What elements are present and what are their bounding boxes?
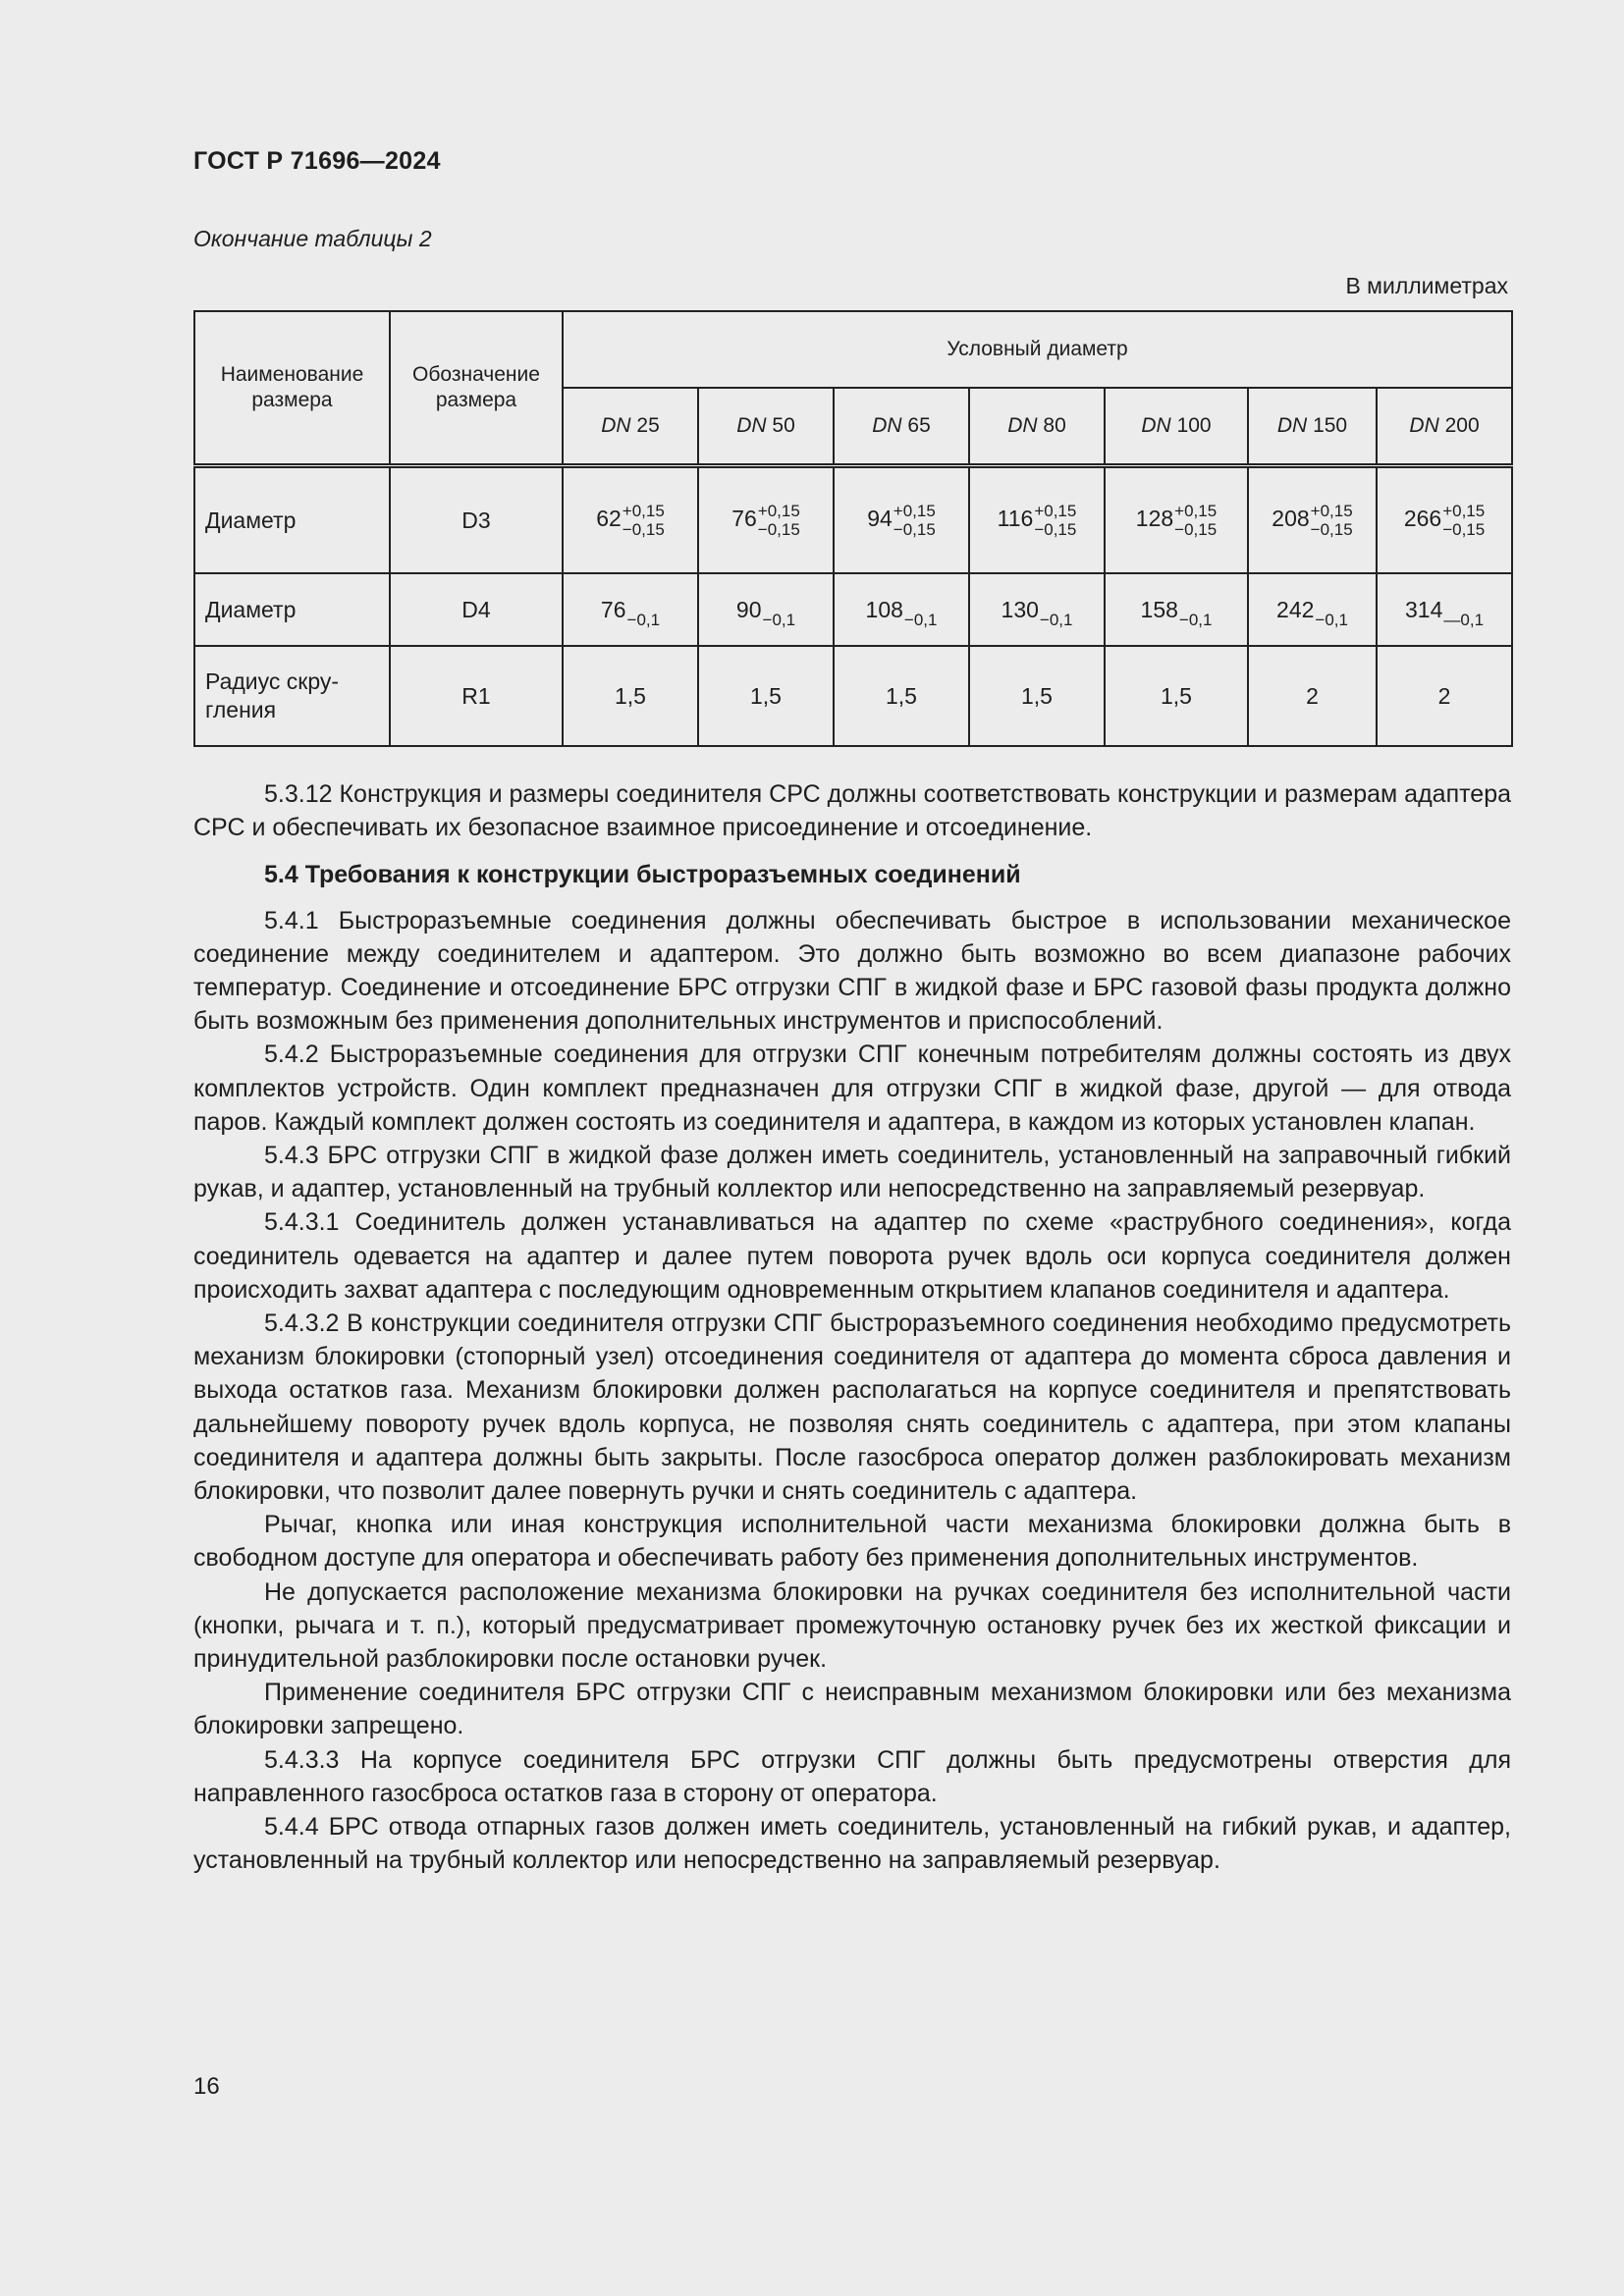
upper-tolerance: +0,15: [1174, 502, 1218, 520]
lower-tolerance: −0,1: [762, 610, 796, 629]
value-cell: 1,5: [1105, 646, 1248, 746]
header-dn-25: [563, 388, 698, 466]
row-name: Диаметр: [194, 573, 390, 646]
dn-prefix: DN: [1409, 413, 1439, 437]
value-cell: [1105, 573, 1248, 646]
nominal-value: 208: [1272, 506, 1310, 532]
value-cell: [969, 573, 1105, 646]
lower-tolerance: —0,1: [1443, 610, 1485, 629]
dn-value: 25: [636, 413, 660, 437]
upper-tolerance: +0,15: [1310, 502, 1353, 520]
nominal-value: 62: [596, 506, 622, 532]
nominal-value: 76: [731, 506, 757, 532]
nominal-value: 76: [600, 596, 626, 622]
tolerance: [1311, 502, 1353, 539]
value-cell: [834, 573, 969, 646]
dn-value: 65: [907, 413, 931, 437]
lower-tolerance: −0,15: [757, 520, 800, 539]
lower-tolerance: −0,15: [1442, 520, 1486, 539]
paragraph-5-4-3-1: 5.4.3.1 Соединитель должен устанавливаться на адаптер по схеме «раструбного соединения», когда соединитель одевается на адаптер и далее путем поворота ручек вдоль оси корпуса соединителя должен происходить захват адаптера с последующим одновременным открытием клапанов соединителя и адаптера.: [193, 1208, 1511, 1304]
dn-value: 100: [1176, 413, 1212, 437]
paragraph-5-4-2: 5.4.2 Быстроразъемные соединения для отгрузки СПГ конечным потребителям должны состоять из двух комплектов устройств. Один комплект предназначен для отгрузки СПГ в жидкой фазе, другой — для отвода паров. Каждый комплект должен состоять из соединителя и адаптера, в каждом из которых установлен клапан.: [193, 1041, 1511, 1136]
table-row: [194, 646, 1512, 746]
value-cell: [698, 573, 834, 646]
upper-tolerance: +0,15: [1034, 502, 1077, 520]
lower-tolerance: −0,1: [1178, 610, 1213, 629]
value-cell: [1377, 466, 1512, 574]
dn-prefix: DN: [1276, 413, 1308, 437]
dn-value: 200: [1444, 413, 1480, 437]
dn-value: 150: [1313, 413, 1348, 437]
upper-tolerance: +0,15: [622, 502, 665, 520]
lower-tolerance: −0,15: [622, 520, 665, 539]
paragraph-5-4-3: 5.4.3 БРС отгрузки СПГ в жидкой фазе должен иметь соединитель, установленный на заправочный гибкий рукав, и адаптер, установленный на трубный коллектор или непосредственно на заправляемый резервуар.: [193, 1142, 1511, 1203]
paragraph-prohibited: Применение соединителя БРС отгрузки СПГ с неисправным механизмом блокировки или без механизма блокировки запрещено.: [193, 1679, 1511, 1740]
value-cell: 1,5: [698, 646, 834, 746]
value-cell: [1248, 466, 1377, 574]
upper-tolerance: +0,15: [893, 502, 936, 520]
dn-value: 80: [1043, 413, 1066, 437]
value-cell: 1,5: [834, 646, 969, 746]
nominal-value: 158: [1140, 596, 1178, 622]
value-cell: 1,5: [969, 646, 1105, 746]
header-dn-100: [1105, 388, 1248, 466]
lower-tolerance: −0,1: [1039, 610, 1073, 629]
row-name: Диаметр: [194, 466, 390, 574]
tolerance: [758, 502, 800, 539]
header-dn-50: [698, 388, 834, 466]
lower-tolerance: −0,15: [1034, 520, 1077, 539]
lower-tolerance: −0,15: [893, 520, 936, 539]
nominal-value: 90: [735, 596, 762, 622]
paragraph-5-4-3-3: 5.4.3.3 На корпусе соединителя БРС отгрузки СПГ должны быть предусмотрены отверстия для направленного газосброса остатков газа в сторону от оператора.: [193, 1745, 1511, 1807]
header-designation: Обозначение размера: [390, 311, 563, 466]
dn-prefix: DN: [1141, 413, 1171, 437]
row-designation: D4: [390, 573, 563, 646]
tolerance: [893, 502, 936, 539]
lower-tolerance: −0,15: [1174, 520, 1218, 539]
table-caption: Окончание таблицы 2: [193, 226, 432, 251]
upper-tolerance: +0,15: [1442, 502, 1486, 520]
units-note: В миллиметрах: [1345, 273, 1508, 298]
row-designation: D3: [390, 466, 563, 574]
row-name: Радиус скру-гления: [194, 646, 390, 746]
page-number: 16: [193, 2073, 220, 2100]
header-dn-200: [1377, 388, 1512, 466]
upper-tolerance: +0,15: [757, 502, 800, 520]
dn-prefix: DN: [1007, 413, 1038, 437]
lower-tolerance: −0,15: [1310, 520, 1353, 539]
nominal-value: 116: [997, 506, 1034, 532]
tolerance: [623, 502, 665, 539]
body-text: [193, 777, 1511, 1878]
value-cell: [1105, 466, 1248, 574]
nominal-value: 242: [1276, 596, 1315, 622]
value-cell: 1,5: [563, 646, 698, 746]
value-cell: 2: [1248, 646, 1377, 746]
dn-prefix: DN: [601, 413, 631, 437]
header-dn-65: [834, 388, 969, 466]
lower-tolerance: −0,1: [1315, 610, 1348, 629]
paragraph-5-4-4: 5.4.4 БРС отвода отпарных газов должен иметь соединитель, установленный на гибкий рукав, и адаптер, установленный на трубный коллектор или непосредственно на заправляемый резервуар.: [193, 1813, 1511, 1875]
header-dn-80: [969, 388, 1105, 466]
document-code: ГОСТ Р 71696—2024: [193, 147, 441, 175]
header-name: Наименование размера: [194, 311, 390, 466]
nominal-value: 108: [865, 596, 903, 622]
nominal-value: 314: [1405, 596, 1443, 622]
value-cell: 2: [1377, 646, 1512, 746]
value-cell: [1377, 573, 1512, 646]
table-row: [194, 466, 1512, 574]
paragraph-not-allowed: Не допускается расположение механизма блокировки на ручках соединителя без исполнительной части (кнопки, рычага и т. п.), который предусматривает промежуточную остановку ручек без их жесткой фиксации и принудительной разблокировки после остановки ручек.: [193, 1577, 1511, 1674]
value-cell: [1248, 573, 1377, 646]
nominal-value: 128: [1135, 506, 1174, 532]
paragraph-5-4-3-2: 5.4.3.2 В конструкции соединителя отгрузки СПГ быстроразъемного соединения необходимо предусмотреть механизм блокировки (стопорный узел) отсоединения соединителя от адаптера до момента сброса давления и выхода остатков газа. Механизм блокировки должен располагаться на корпусе соединителя и препятствовать дальнейшему повороту ручек вдоль корпуса, не позволяя снять соединитель с адаптера, при этом клапаны соединителя и адаптера должны быть закрыты. После газосброса оператор должен разблокировать механизм блокировки, что позволит далее повернуть ручки и снять соединитель с адаптера.: [193, 1309, 1511, 1506]
paragraph-lever: Рычаг, кнопка или иная конструкция исполнительной части механизма блокировки должна быть в свободном доступе для оператора и обеспечивать работу без применения дополнительных инструментов.: [193, 1511, 1511, 1573]
nominal-value: 94: [867, 506, 893, 532]
value-cell: [563, 573, 698, 646]
tolerance: [1174, 502, 1217, 539]
value-cell: [563, 466, 698, 574]
dn-value: 50: [772, 413, 795, 437]
value-cell: [834, 466, 969, 574]
header-dn-150: [1248, 388, 1377, 466]
nominal-value: 266: [1403, 506, 1442, 532]
lower-tolerance: −0,1: [626, 610, 661, 629]
value-cell: [698, 466, 834, 574]
nominal-value: 130: [1001, 596, 1039, 622]
dn-prefix: DN: [872, 413, 902, 437]
tolerance: [1034, 502, 1076, 539]
header-nominal-diameter: Условный диаметр: [563, 311, 1512, 388]
dn-prefix: DN: [736, 413, 767, 437]
dimensions-table: [193, 310, 1513, 747]
value-cell: [969, 466, 1105, 574]
paragraph-5-3-12: 5.3.12 Конструкция и размеры соединителя СРС должны соответствовать конструкции и размерам адаптера СРС и обеспечивать их безопасное взаимное присоединение и отсоединение.: [193, 780, 1511, 842]
section-heading-5-4: 5.4 Требования к конструкции быстроразъемных соединений: [264, 861, 1021, 889]
row-designation: R1: [390, 646, 563, 746]
lower-tolerance: −0,1: [903, 610, 938, 629]
table-row: [194, 573, 1512, 646]
tolerance: [1442, 502, 1485, 539]
paragraph-5-4-1: 5.4.1 Быстроразъемные соединения должны обеспечивать быстрое в использовании механическое соединение между соединителем и адаптером. Это должно быть возможно во всем диапазоне рабочих температур. Соединение и отсоединение БРС отгрузки СПГ в жидкой фазе и БРС газовой фазы продукта должно быть возможным без применения дополнительных инструментов и приспособлений.: [193, 906, 1511, 1036]
